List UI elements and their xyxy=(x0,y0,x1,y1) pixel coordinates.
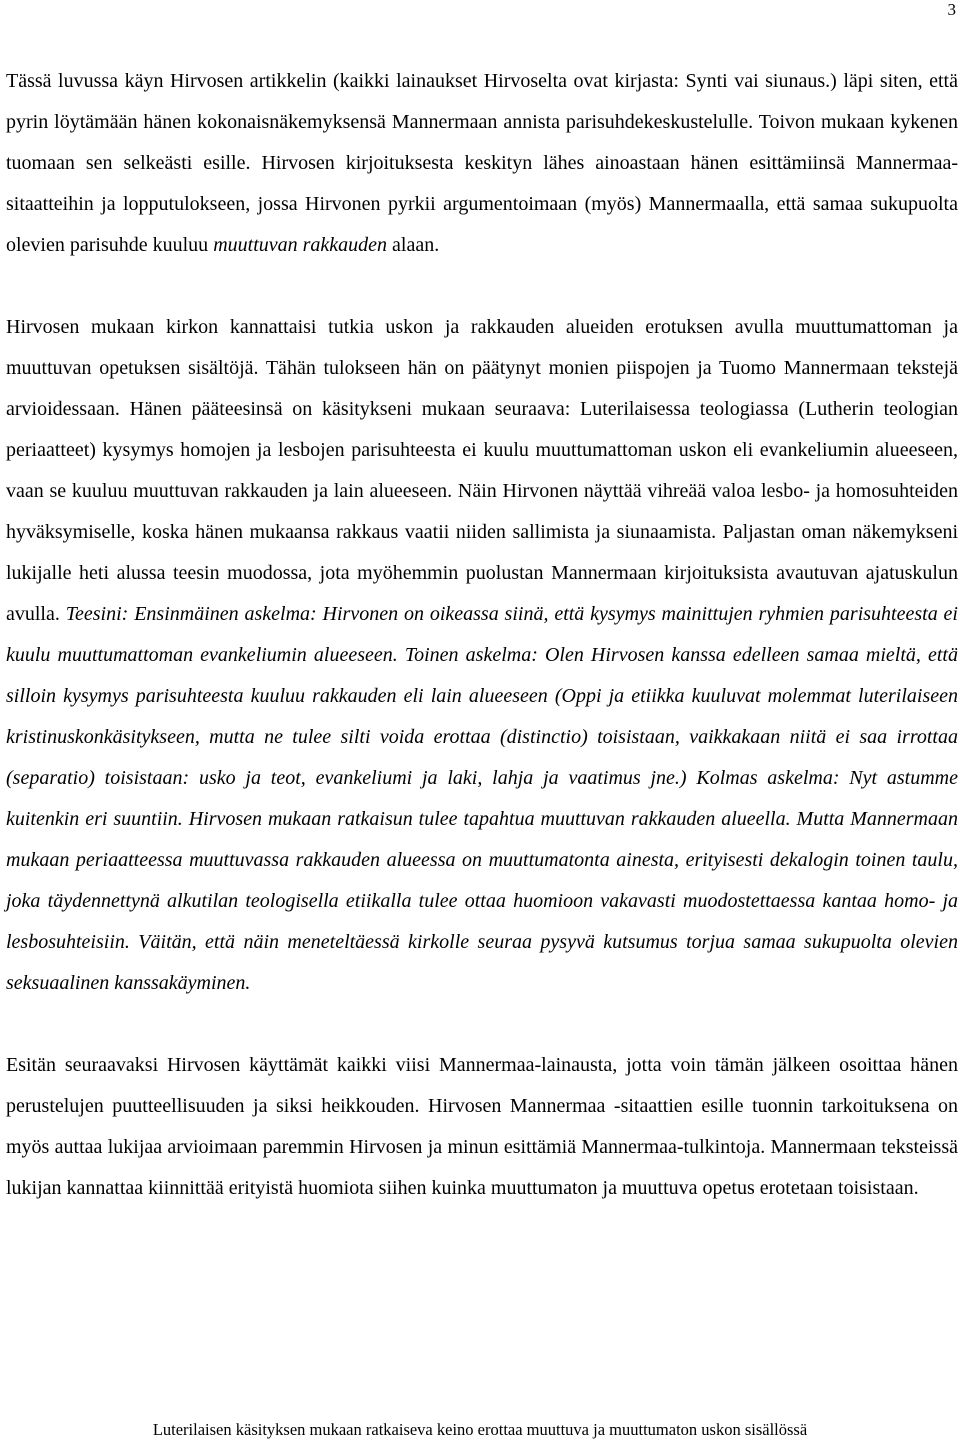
thesis-text: Teesini: Ensinmäinen askelma: Hirvonen on oikeassa siinä, että kysymys mainittujen ryhmien parisuhteesta ei kuulu muuttumattoman evankeliumin alueeseen. Toinen askelma: Olen Hirvosen kanssa edelleen samaa mieltä, että silloin kysymys parisuhteesta kuuluu rakkauden eli lain alueeseen (Oppi ja etiikka kuuluvat molemmat luterilaiseen kristinuskonkäsitykseen, mutta ne tulee silti voida erottaa (distinctio) toisistaan, vaikkakaan niitä ei saa irrottaa (separatio) toisistaan: usko ja teot, evankeliumi ja laki, lahja ja vaatimus jne.) Kolmas askelma: Nyt astumme kuitenkin eri suuntiin. Hirvosen mukaan ratkaisun tulee tapahtua muuttuvan rakkauden alueella. Mutta Mannermaan mukaan periaatteessa muuttuvassa rakkauden alueessa on muuttumatonta ainesta, erityisesti dekalogin toinen taulu, joka täydennettynä alkutilan teologisella etiikalla tulee ottaa huomioon vakavasti muodostettaessa kantaa homo- ja lesbosuhteisiin. Väitän, että näin meneteltäessä kirkolle seuraa pysyvä kutsumus torjua samaa sukupuolta olevien seksuaalinen kanssakäyminen. xyxy=(6,603,958,994)
paragraph-text: alaan. xyxy=(387,234,440,256)
paragraph-quotations-intro xyxy=(6,1045,958,1209)
paragraph-text: Hirvosen mukaan kirkon kannattaisi tutkia uskon ja rakkauden alueiden erotuksen avulla muuttumattoman ja muuttuvan opetuksen sisältöjä. Tähän tulokseen hän on päätynyt monien piispojen ja Tuomo Mannermaan tekstejä arvioidessaan. Hänen pääteesinsä on käsitykseni mukaan seuraava: Luterilaisessa teologiassa (Lutherin teologian periaatteet) kysymys homojen ja lesbojen parisuhteesta ei kuulu muuttumattoman uskon eli evankeliumin alueeseen, vaan se kuuluu muuttuvan rakkauden ja lain alueeseen. Näin Hirvonen näyttää vihreää valoa lesbo- ja homosuhteiden hyväksymiselle, koska hänen mukaansa rakkaus vaatii niiden sallimista ja siunaamista. Paljastan oman näkemykseni lukijalle heti alussa teesin muodossa, jota myöhemmin puolustan Mannermaan kirjoituksista avautuvan ajatuskulun avulla. xyxy=(6,316,958,625)
paragraph-text: Esitän seuraavaksi Hirvosen käyttämät kaikki viisi Mannermaa-lainausta, jotta voin tämän jälkeen osoittaa hänen perustelujen puutteellisuuden ja siksi heikkouden. Hirvosen Mannermaa -sitaattien esille tuonnin tarkoituksena on myös auttaa lukijaa arvioimaan paremmin Hirvosen ja minun esittämiä Mannermaa-tulkintoja. Mannermaan teksteissä lukijan kannattaa kiinnittää erityistä huomiota siihen kuinka muuttumaton ja muuttuva opetus erotetaan toisistaan. xyxy=(6,1054,958,1199)
page-number: 3 xyxy=(947,0,956,19)
emphasis-text: muuttuvan rakkauden xyxy=(213,234,388,256)
paragraph-text: Tässä luvussa käyn Hirvosen artikkelin (kaikki lainaukset Hirvoselta ovat kirjasta: Synti vai siunaus.) läpi siten, että pyrin löytämään hänen kokonaisnäkemyksensä Mannermaan annista parisuhdekeskustelulle. Toivon mukaan kykenen tuomaan sen selkeästi esille. Hirvosen kirjoituksesta keskityn lähes ainoastaan hänen esittämiinsä Mannermaa-sitaatteihin ja lopputulokseen, jossa Hirvonen pyrkii argumentoimaan (myös) Mannermaalla, että samaa sukupuolta olevien parisuhde kuuluu xyxy=(6,70,958,256)
document-body xyxy=(6,61,958,1209)
paragraph-thesis xyxy=(6,307,958,1004)
page-footer: Luterilaisen käsityksen mukaan ratkaiseva keino erottaa muuttuva ja muuttumaton uskon sisällössä xyxy=(152,1420,808,1439)
paragraph-introduction xyxy=(6,61,958,266)
